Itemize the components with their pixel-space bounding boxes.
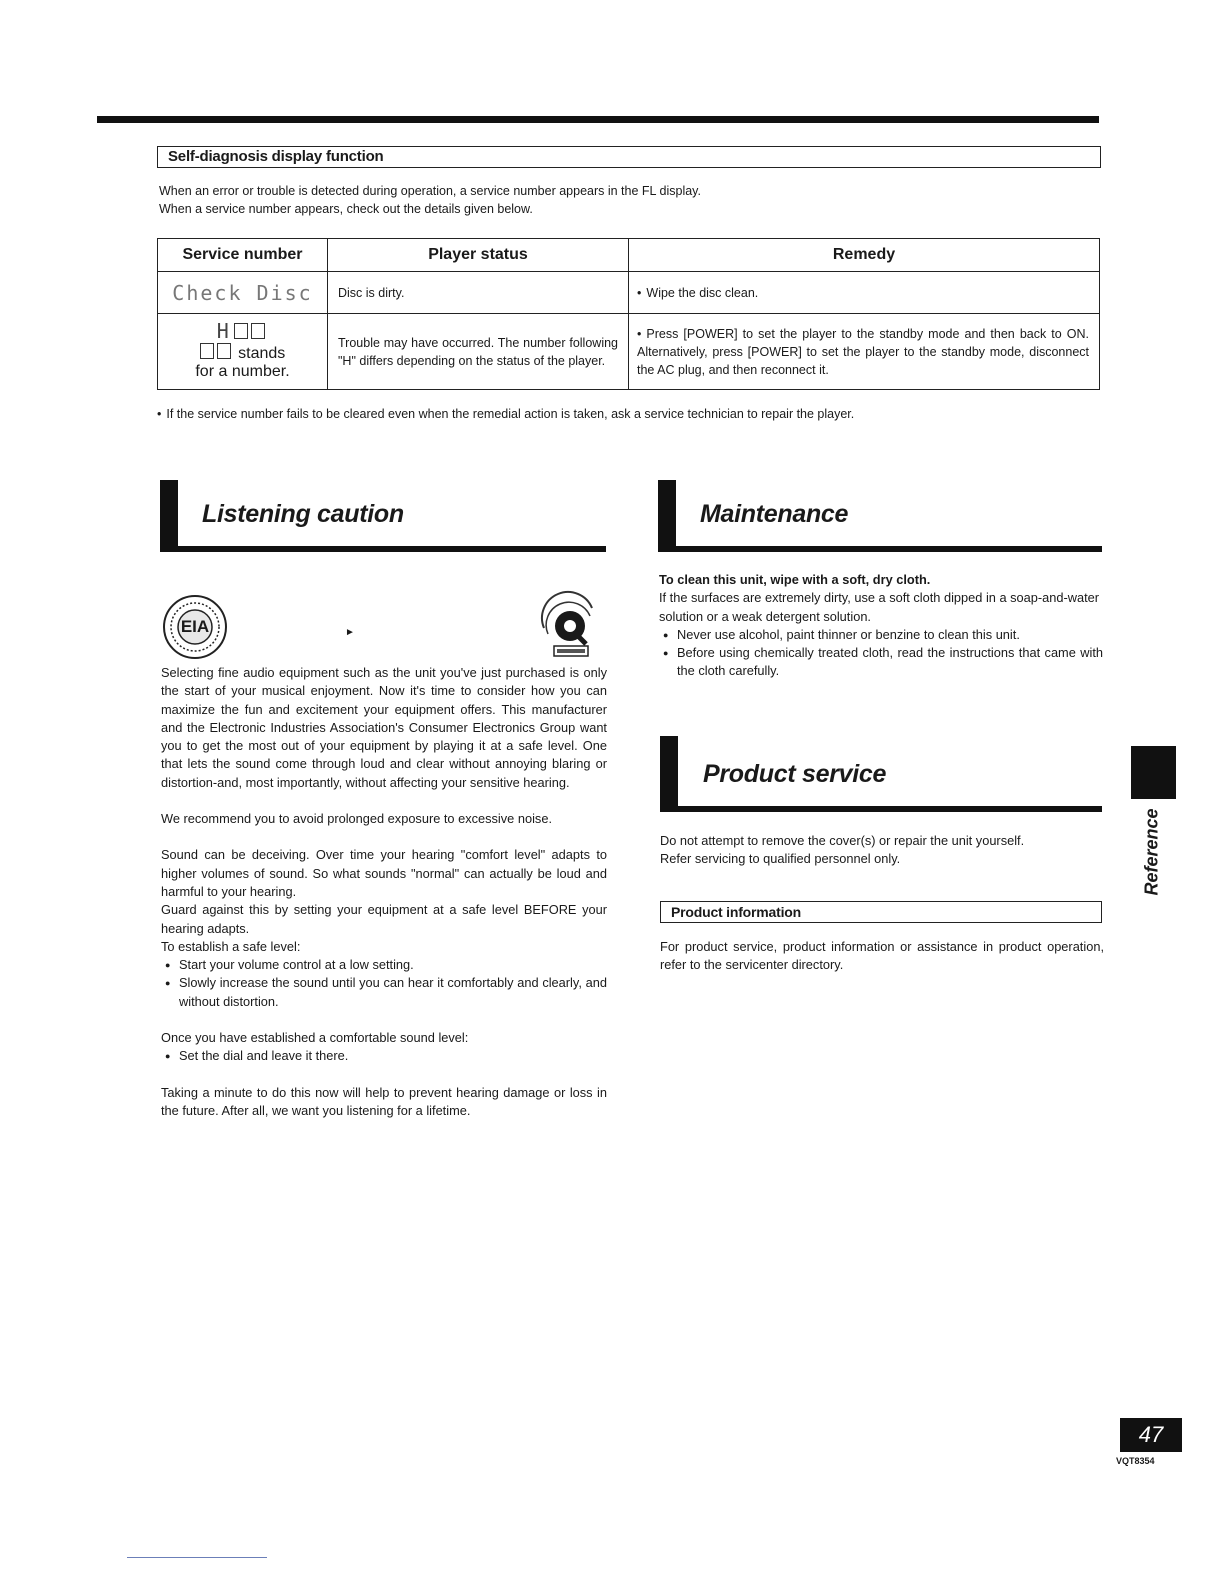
maintenance-body <box>659 571 1103 681</box>
product-service-underline <box>660 806 1102 812</box>
footer-line <box>127 1557 267 1558</box>
listening-body <box>161 664 607 1120</box>
reference-tab-marker <box>1131 746 1176 799</box>
for-number-text: for a number. <box>195 363 290 380</box>
maintenance-bullet-list <box>659 626 1103 681</box>
listening-paragraph: Once you have established a comfortable sound level: <box>161 1030 469 1046</box>
status-cell: Disc is dirty. <box>328 272 629 314</box>
list-item: ● Before using chemically treated cloth, read the instructions that came with the cloth carefully. <box>659 644 1103 681</box>
header-service-number: Service number <box>158 239 328 272</box>
listening-underline <box>160 546 606 552</box>
product-service-bar <box>660 736 678 812</box>
header-remedy: Remedy <box>629 239 1100 272</box>
product-information-heading <box>660 901 1102 923</box>
maintenance-paragraph: If the surfaces are extremely dirty, use a soft cloth dipped in a soap-and-water solution or a weak detergent solution. <box>659 590 1100 624</box>
reference-tab-label: Reference <box>1141 808 1162 896</box>
remedy-text: • Press [POWER] to set the player to the standby mode and then back to ON. Alternatively, press [POWER] to set the player to the standby mode, disconnect the AC plug, and then reconnect it. <box>637 327 1089 377</box>
maintenance-bar <box>658 480 676 552</box>
intro-line-1: When an error or trouble is detected during operation, a service number appears in the FL display. <box>159 184 701 198</box>
self-diagnosis-heading-text: Self-diagnosis display function <box>168 148 384 165</box>
remedy-cell <box>629 314 1100 390</box>
listening-logo <box>536 590 600 660</box>
listening-paragraph: We recommend you to avoid prolonged exposure to excessive noise. <box>161 811 552 827</box>
list-item: ● Set the dial and leave it there. <box>161 1047 607 1065</box>
product-service-body <box>660 832 1104 869</box>
maintenance-title: Maintenance <box>700 500 849 528</box>
list-item: ● Never use alcohol, paint thinner or benzine to clean this unit. <box>659 626 1103 644</box>
digit-box-icon <box>200 343 214 359</box>
listening-paragraph: Selecting fine audio equipment such as the unit you've just purchased is only the start of your musical enjoyment. Now it's time to consider how you can maximize the fun and excitement your equipment offers. This manufacturer and the Electronic Industries Association's Consumer Electronics Group want you to get the most out of your equipment by playing it at a safe level. One that lets the sound come through loud and clear without annoying blaring or distortion-and, most importantly, without affecting your sensitive hearing. <box>161 665 607 790</box>
note-text: • If the service number fails to be cleared even when the remedial action is taken, ask a service technician to repair the player. <box>157 407 854 421</box>
intro-line-2: When a service number appears, check out the details given below. <box>159 202 533 216</box>
maintenance-lead: To clean this unit, wipe with a soft, dry cloth. <box>659 572 931 587</box>
listening-paragraph: To establish a safe level: <box>161 938 301 954</box>
self-diagnosis-intro <box>159 182 1099 218</box>
list-item: ● Start your volume control at a low setting. <box>161 956 607 974</box>
self-diagnosis-note <box>157 405 1097 423</box>
list-item: ● Slowly increase the sound until you can hear it comfortably and clearly, and without distortion. <box>161 974 607 1011</box>
self-diagnosis-heading <box>157 146 1101 168</box>
stands-text: stands <box>238 345 286 362</box>
eia-logo-text: EIA <box>180 617 210 636</box>
h-code-cell <box>158 314 328 390</box>
remedy-text: • Wipe the disc clean. <box>637 286 758 300</box>
maintenance-underline <box>658 546 1102 552</box>
listening-bullet-list <box>161 1047 607 1065</box>
listening-paragraph: Guard against this by setting your equipment at a safe level BEFORE your hearing adapts. <box>161 902 607 936</box>
listening-paragraph: Sound can be deceiving. Over time your hearing "comfort level" adapts to higher volumes of sound. So what sounds "normal" can actually be loud and harmful to your hearing. <box>161 847 607 899</box>
page-number: 47 <box>1120 1418 1182 1452</box>
remedy-cell <box>629 272 1100 314</box>
product-service-title: Product service <box>703 760 887 788</box>
h-code-display <box>159 319 326 343</box>
status-cell: Trouble may have occurred. The number following "H" differs depending on the status of the player. <box>328 314 629 390</box>
service-table-header <box>158 239 1100 272</box>
check-disc-display: Check Disc <box>158 272 328 314</box>
arrow-icon: ► <box>345 627 355 638</box>
product-information-heading-text: Product information <box>671 904 801 920</box>
product-service-paragraph: Refer servicing to qualified personnel only. <box>660 851 901 867</box>
top-rule <box>97 116 1099 123</box>
product-information-body <box>660 938 1104 975</box>
ear-icon <box>536 590 600 660</box>
listening-paragraph: Taking a minute to do this now will help to prevent hearing damage or loss in the future. After all, we want you listening for a lifetime. <box>161 1084 607 1118</box>
header-player-status: Player status <box>328 239 629 272</box>
model-code: VQT8354 <box>1116 1456 1155 1466</box>
table-row <box>158 272 1100 314</box>
listening-title: Listening caution <box>202 500 404 528</box>
h-letter: H <box>216 319 230 343</box>
digit-box-icon <box>251 323 265 339</box>
eia-logo <box>162 594 228 660</box>
listening-bar <box>160 480 178 552</box>
digit-box-icon <box>217 343 231 359</box>
stands-line <box>159 343 326 363</box>
product-service-paragraph: Do not attempt to remove the cover(s) or repair the unit yourself. <box>660 833 1025 848</box>
digit-box-icon <box>234 323 248 339</box>
table-row <box>158 314 1100 390</box>
listening-bullet-list <box>161 956 607 1011</box>
product-information-text: For product service, product information or assistance in product operation, refer to the servicenter directory. <box>660 939 1104 973</box>
service-table <box>157 238 1100 390</box>
